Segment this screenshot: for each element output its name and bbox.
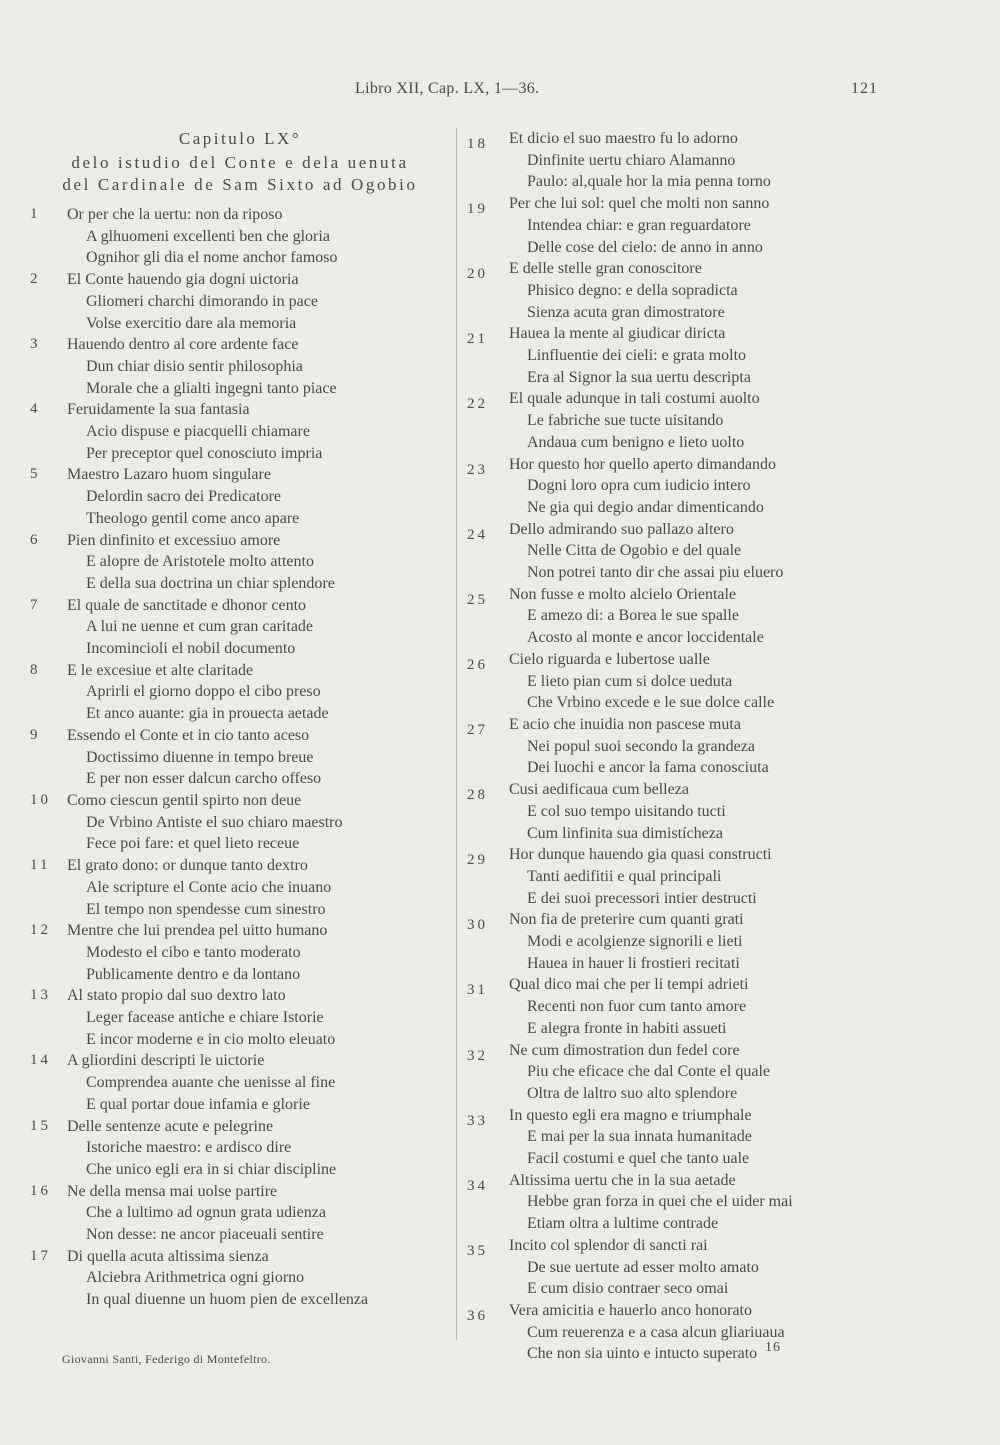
verse-line: Per preceptor quel conosciuto impria [86,444,323,462]
stanza-number: 4 [30,401,41,418]
stanza [30,920,450,985]
verse-line: Dinfinite uertu chiaro Alamanno [527,151,736,169]
stanza-number: 34 [467,1177,488,1194]
verse-line: Hor dunque hauendo gia quasi constructi [509,846,772,864]
verse-line: Le fabriche sue tucte uisitando [527,412,724,430]
verse-line: Como ciescun gentil spirto non deue [67,791,302,809]
verse-line: E col suo tempo uisitando tucti [527,802,726,820]
stanza [467,584,887,649]
verse-line: Doctissimo diuenne in tempo breue [86,748,314,766]
verse-line: Alciebra Arithmetrica ogni giorno [86,1269,305,1287]
stanza-number: 31 [467,982,488,999]
verse-line: Pien dinfinito et excessiuo amore [67,531,281,549]
verse-line: Che Vrbino excede e le sue dolce calle [527,694,775,712]
stanza-number: 23 [467,461,488,478]
verse-line: Morale che a glialti ingegni tanto piace [86,379,337,397]
verse-line: Hauea in hauer li frostieri recitati [527,954,740,972]
column-divider [456,128,457,1340]
stanza-number: 10 [30,791,51,808]
stanza [30,1116,450,1181]
stanza-number: 35 [467,1242,488,1259]
running-header [0,80,1000,104]
stanza [30,790,450,855]
verse-line: Per che lui sol: quel che molti non sanno [509,195,770,213]
stanza-number: 3 [30,336,41,353]
stanza [467,454,887,519]
verse-line: Non potrei tanto dir che assai piu eluero [527,564,784,582]
stanza-number: 18 [467,136,488,152]
verse-line: Di quella acuta altissima sienza [67,1247,269,1265]
verse-line: Delle sentenze acute e pelegrine [67,1117,274,1135]
chapter-subtitle-line-2: del Cardinale de Sam Sixto ad Ogobio [62,175,418,194]
left-column [30,128,450,1311]
verse-line: Gliomeri charchi dimorando in pace [86,292,318,310]
verse-line: Acio dispuse e piacquelli chiamare [86,423,310,441]
chapter-subtitle-line-1: delo istudio del Conte e dela uenuta [71,153,409,172]
verse-line: Ognihor gli dia el nome anchor famoso [86,249,338,267]
stanza [467,714,887,779]
verse-line: Ale scripture el Conte acio che inuano [86,878,332,896]
verse-line: Ne gia qui degio andar dimenticando [527,498,764,516]
verse-line: Istoriche maestro: e ardisco dire [86,1139,292,1157]
verse-line: El Conte hauendo gia dogni uictoria [67,271,299,289]
verse-line: Oltra de laltro suo alto splendore [527,1084,738,1102]
stanza-number: 20 [467,266,488,283]
verse-line: Etiam oltra a lultime contrade [527,1215,719,1233]
stanza [30,334,450,399]
verse-line: Incomincioli el nobil documento [86,640,296,658]
verse-line: Non fia de preterire cum quanti grati [509,911,744,929]
verse-line: El grato dono: or dunque tanto dextro [67,857,308,875]
stanza [30,464,450,529]
verse-line: El quale adunque in tali costumi auolto [509,390,760,408]
verse-line: Aprirli el giorno doppo el cibo preso [86,683,321,701]
verse-line: Feruidamente la sua fantasia [67,401,250,419]
stanza-number: 17 [30,1247,51,1264]
verse-line: Ne della mensa mai uolse partire [67,1182,278,1200]
stanza-number: 22 [467,396,488,413]
verse-line: Non desse: ne ancor piaceuali sentire [86,1226,324,1244]
verse-line: E lieto pian cum si dolce ueduta [527,672,733,690]
verse-line: Tanti aedifitii e qual principali [527,867,722,885]
verse-line: Ne cum dimostration dun fedel core [509,1041,740,1059]
verse-line: Dun chiar disio sentir philosophia [86,357,303,375]
verse-line: Phisico degno: e della sopradicta [527,281,738,299]
verse-line: Cum reuerenza e a casa alcun gliariuaua [527,1323,785,1341]
stanza [30,1246,450,1311]
verse-line: De Vrbino Antiste el suo chiaro maestro [86,813,343,831]
stanza-number: 15 [30,1117,51,1134]
stanza [467,1040,887,1105]
verse-line: A lui ne uenne et cum gran caritade [86,618,314,636]
verse-line: De sue uertute ad esser molto amato [527,1258,759,1276]
stanza-number: 28 [467,787,488,804]
verse-line: Non fusse e molto alcielo Orientale [509,585,737,603]
verse-line: Et anco auante: gia in prouecta aetade [86,705,329,723]
stanza [467,974,887,1039]
verse-line: Cielo riguarda e lubertose ualle [509,650,710,668]
stanza [467,519,887,584]
stanza-number: 12 [30,922,51,939]
verse-line: Nelle Citta de Ogobio e del quale [527,542,742,560]
stanza-number: 33 [467,1112,488,1129]
stanza [467,388,887,453]
stanza [30,985,450,1050]
stanza [30,530,450,595]
stanza-number: 1 [30,206,41,222]
verse-line: Paulo: al,quale hor la mia penna torno [527,173,771,191]
verse-line: E alopre de Aristotele molto attento [86,553,314,571]
stanza [467,909,887,974]
stanza-number: 36 [467,1307,488,1324]
stanza-number: 21 [467,331,488,348]
stanza-number: 16 [30,1182,51,1199]
verse-line: Modesto el cibo e tanto moderato [86,943,301,961]
verse-line: Incito col splendor di sancti rai [509,1236,708,1254]
verse-line: Or per che la uertu: non da riposo [67,206,283,223]
stanza-number: 25 [467,591,488,608]
verse-line: E le excesiue et alte claritade [67,661,254,679]
stanza [30,725,450,790]
verse-line: Publicamente dentro e da lontano [86,965,301,983]
verse-line: Comprendea auante che uenisse al fine [86,1074,336,1092]
stanza [467,649,887,714]
verse-line: Dello admirando suo pallazo altero [509,520,734,538]
stanza-number: 13 [30,987,51,1004]
verse-line: Et dicio el suo maestro fu lo adorno [509,130,738,147]
verse-line: E dei suoi precessori intier destructi [527,889,757,907]
verse-line: E amezo di: a Borea le sue spalle [527,607,739,625]
stanza [467,193,887,258]
verse-line: Hor questo hor quello aperto dimandando [509,455,777,473]
stanza [30,855,450,920]
stanza-number: 2 [30,271,41,288]
stanza [467,258,887,323]
stanza-number: 9 [30,726,41,743]
stanza [467,1300,887,1365]
stanza [30,1181,450,1246]
verse-line: E acio che inuidia non pascese muta [509,715,741,733]
stanza [467,128,887,193]
verse-line: E delle stelle gran conoscitore [509,260,702,278]
stanza-number: 5 [30,466,41,483]
signature-mark: 16 [765,1340,781,1355]
stanza-number: 30 [467,917,488,934]
running-title: Libro XII, Cap. LX, 1—36. [355,80,540,97]
verse-line: Era al Signor la sua uertu descripta [527,368,751,386]
stanza-number: 26 [467,656,488,673]
stanza [30,269,450,334]
page-number: 121 [851,80,878,97]
verse-line: E alegra fronte in habiti assueti [527,1019,727,1037]
verse-line: E qual portar doue infamia e glorie [86,1095,310,1113]
verse-line: Andaua cum benigno e lieto uolto [527,433,745,451]
stanza [30,660,450,725]
stanza [467,1170,887,1235]
footer-credit: Giovanni Santi, Federigo di Montefeltro. [62,1352,271,1366]
verse-line: Recenti non fuor cum tanto amore [527,998,747,1016]
verse-line: Hebbe gran forza in quei che el uider mai [527,1193,793,1211]
verse-line: Che a lultimo ad ognun grata udienza [86,1204,326,1222]
verse-line: Cusi aedificaua cum belleza [509,781,689,799]
stanza [467,1105,887,1170]
verse-line: Essendo el Conte et in cio tanto aceso [67,726,310,744]
verse-line: Nei popul suoi secondo la grandeza [527,737,755,755]
verse-line: E incor moderne e in cio molto eleuato [86,1030,336,1048]
chapter-title: Capitulo LX° [178,129,302,148]
verse-line: A glhuomeni excellenti ben che gloria [86,227,330,245]
stanza [30,204,450,269]
stanza [467,1235,887,1300]
verse-line: Al stato propio dal suo dextro lato [67,987,286,1005]
stanza-number: 14 [30,1052,51,1069]
verse-line: Che unico egli era in si chiar discipline [86,1160,337,1178]
verse-line: Dei luochi e ancor la fama conosciuta [527,759,769,777]
verse-line: Altissima uertu che in la sua aetade [509,1171,736,1189]
verse-line: Maestro Lazaro huom singulare [67,466,271,484]
verse-line: E cum disio contraer seco omai [527,1280,729,1298]
verse-line: E della sua doctrina un chiar splendore [86,574,335,592]
verse-line: Modi e acolgienze signorili e lieti [527,933,743,951]
stanza-number: 24 [467,526,488,543]
verse-line: E mai per la sua innata humanitade [527,1128,752,1146]
stanza [30,1050,450,1115]
verse-line: Vera amicitia e hauerlo anco honorato [509,1301,752,1319]
verse-line: Sienza acuta gran dimostratore [527,303,725,321]
stanza [467,844,887,909]
verse-line: In questo egli era magno e triumphale [509,1106,752,1124]
verse-line: A gliordini descripti le uictorie [67,1052,265,1070]
stanza-number: 11 [30,857,51,874]
verse-line: Mentre che lui prendea pel uitto humano [67,922,328,940]
stanza-number: 32 [467,1047,488,1064]
stanza [467,323,887,388]
verse-line: Delordin sacro dei Predicatore [86,488,282,506]
verse-line: Intendea chiar: e gran reguardatore [527,216,751,234]
stanza-number: 7 [30,596,41,613]
stanza-number: 19 [467,201,488,218]
stanza-number: 8 [30,661,41,678]
verse-line: Delle cose del cielo: de anno in anno [527,238,763,256]
verse-line: Hauea la mente al giudicar diricta [509,325,726,343]
verse-line: Hauendo dentro al core ardente face [67,336,299,354]
stanza [30,399,450,464]
stanza-number: 6 [30,531,41,548]
right-column [467,128,887,1365]
verse-line: Linfluentie dei cieli: e grata molto [527,347,747,365]
verse-line: Che non sia uinto e intucto superato [527,1345,758,1363]
stanza [30,595,450,660]
verse-line: Acosto al monte e ancor loccidentale [527,629,764,647]
verse-line: Dogni loro opra cum iudicio intero [527,477,751,495]
verse-line: Cum linfinita sua dimistícheza [527,824,723,842]
stanza [467,779,887,844]
verse-line: Facil costumi e quel che tanto uale [527,1150,750,1168]
verse-line: In qual diuenne un huom pien de excellenza [86,1291,369,1309]
verse-line: Theologo gentil come anco apare [86,509,300,527]
verse-line: El tempo non spendesse cum sinestro [86,900,326,918]
verse-line: Leger facease antiche e chiare Istorie [86,1009,324,1027]
verse-line: El quale de sanctitade e dhonor cento [67,596,307,614]
stanza-number: 29 [467,852,488,869]
verse-line: Fece poi fare: et quel lieto receue [86,835,300,853]
verse-line: Qual dico mai che per li tempi adrieti [509,976,749,994]
verse-line: E per non esser dalcun carcho offeso [86,770,322,788]
verse-line: Piu che eficace che dal Conte el quale [527,1063,770,1081]
verse-line: Volse exercitio dare ala memoria [86,314,297,332]
stanza-number: 27 [467,721,488,738]
